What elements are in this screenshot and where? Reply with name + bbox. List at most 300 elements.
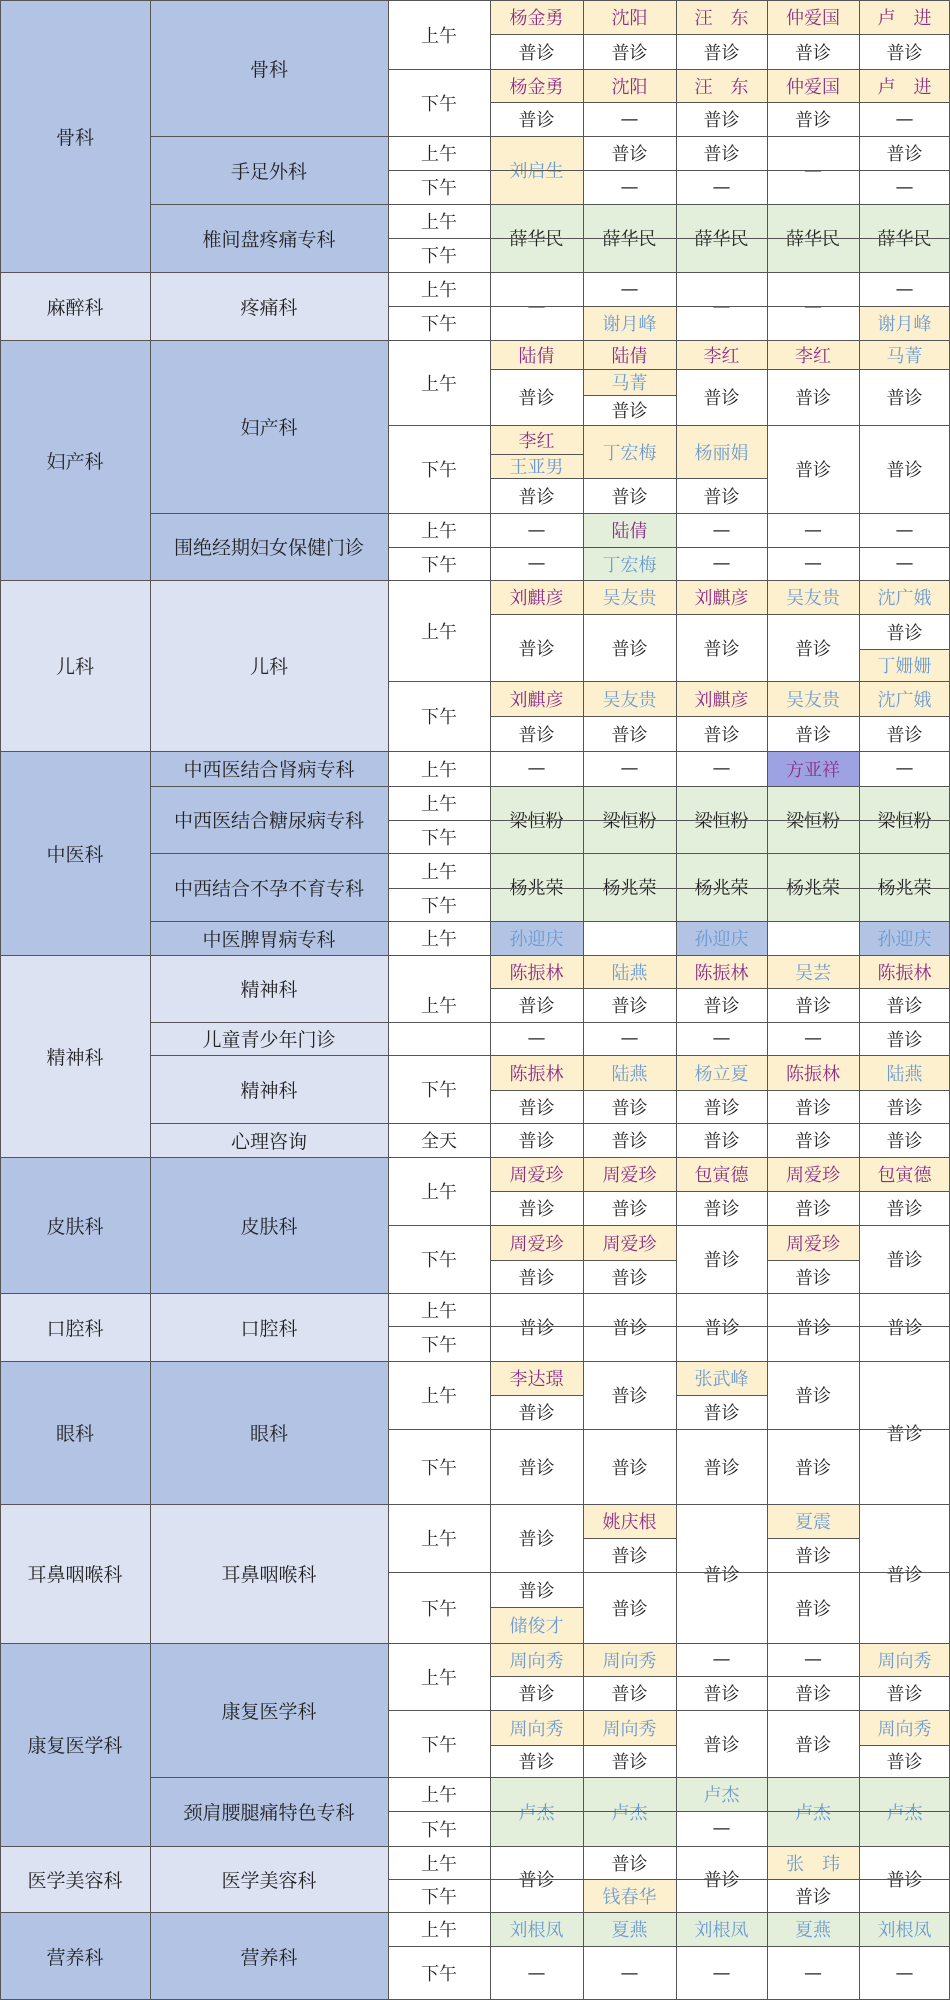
grid-line (767, 547, 859, 548)
schedule-cell: 沈阳 (583, 69, 676, 102)
grid-line (490, 1090, 583, 1091)
grid-line (767, 580, 768, 614)
grid-line (767, 102, 859, 103)
schedule-cell: 普诊 (676, 102, 767, 136)
schedule-cell: 普诊 (583, 1538, 676, 1572)
grid-line (676, 513, 767, 514)
schedule-cell: 普诊 (583, 1676, 676, 1710)
schedule-cell (767, 921, 859, 955)
grid-line (859, 1022, 950, 1023)
grid-line (767, 988, 768, 1022)
period-cell: 下午 (388, 1811, 490, 1846)
grid-line (767, 547, 768, 580)
schedule-cell: 卢杰 (767, 1777, 859, 1846)
grid-line (583, 340, 676, 341)
schedule-cell: — (767, 1022, 859, 1055)
period-cell: 上午 (388, 853, 490, 888)
grid-line (490, 1745, 583, 1746)
department-cell: 口腔科 (0, 1293, 150, 1361)
schedule-cell: 普诊 (767, 1361, 859, 1429)
schedule-cell: 普诊 (859, 1191, 950, 1225)
grid-line (859, 1676, 950, 1677)
grid-line (490, 1055, 583, 1056)
grid-line (583, 1429, 584, 1504)
subdepartment-cell: 围绝经期妇女保健门诊 (150, 513, 388, 580)
schedule-cell: 普诊 (767, 1293, 859, 1361)
grid-line (583, 1225, 676, 1226)
schedule-cell: 普诊 (859, 425, 950, 513)
subdepartment-cell: 皮肤科 (150, 1157, 388, 1293)
grid-line (859, 306, 860, 340)
period-cell: 上午 (388, 1846, 490, 1879)
grid-line (676, 102, 677, 136)
schedule-cell: — (859, 272, 950, 306)
subdepartment-cell: 心理咨询 (150, 1123, 388, 1157)
grid-line (859, 580, 950, 581)
schedule-cell: 陆燕 (583, 1055, 676, 1090)
schedule-cell: 刘根凤 (676, 1912, 767, 1946)
period-cell: 下午 (388, 820, 490, 853)
grid-line (859, 1157, 950, 1158)
grid-line (767, 1879, 859, 1880)
grid-line (676, 204, 677, 272)
schedule-cell: 吴芸 (767, 955, 859, 988)
grid-line (859, 786, 950, 787)
grid-line (859, 1946, 860, 2000)
grid-line (490, 751, 583, 752)
schedule-cell: 卢杰 (583, 1777, 676, 1846)
schedule-cell: — (676, 1811, 767, 1846)
schedule-cell: 夏燕 (767, 1912, 859, 1946)
schedule-cell: 李达璟 (490, 1361, 583, 1395)
schedule-cell: 梁恒粉 (676, 786, 767, 853)
grid-line (583, 1293, 676, 1294)
grid-line (767, 614, 859, 615)
grid-line (676, 1912, 677, 1946)
grid-line (767, 1777, 859, 1778)
period-cell: 下午 (388, 1326, 490, 1361)
schedule-cell: 普诊 (583, 1260, 676, 1293)
schedule-cell: — (676, 272, 767, 340)
schedule-cell: 普诊 (676, 1293, 767, 1361)
period-cell: 下午 (388, 1879, 490, 1912)
grid-line (388, 238, 950, 239)
schedule-cell: 普诊 (490, 34, 583, 69)
period-cell: 下午 (388, 888, 490, 921)
grid-line (583, 988, 676, 989)
schedule-cell: — (583, 170, 676, 204)
grid-line (676, 1090, 767, 1091)
grid-line (676, 547, 677, 580)
period-cell: 下午 (388, 681, 490, 751)
grid-line (859, 649, 950, 650)
grid-line (583, 272, 584, 306)
schedule-cell: 包寅德 (676, 1157, 767, 1191)
grid-line (583, 955, 676, 956)
grid-line (676, 1395, 767, 1396)
schedule-cell: 周爱珍 (767, 1225, 859, 1260)
schedule-cell: 普诊 (767, 1090, 859, 1123)
grid-line (676, 513, 677, 547)
schedule-cell: 陈振林 (676, 955, 767, 988)
schedule-cell: 丁姗姗 (859, 649, 950, 681)
grid-line (150, 0, 151, 2000)
grid-line (859, 1912, 950, 1913)
grid-line (676, 1946, 767, 1947)
grid-line (767, 988, 859, 989)
grid-line (583, 1123, 676, 1124)
grid-line (676, 988, 767, 989)
grid-line (676, 425, 767, 426)
schedule-cell: 普诊 (767, 1710, 859, 1777)
schedule-cell: 普诊 (767, 614, 859, 681)
schedule-cell: 普诊 (490, 1293, 583, 1361)
schedule-cell: 普诊 (676, 1676, 767, 1710)
grid-line (767, 1157, 768, 1191)
grid-line (490, 786, 583, 787)
schedule-cell: — (583, 272, 676, 306)
schedule-cell: — (490, 513, 583, 547)
grid-line (583, 1022, 676, 1023)
grid-line (676, 1293, 677, 1361)
schedule-cell: — (767, 513, 859, 547)
grid-line (859, 681, 860, 716)
schedule-cell: 杨兆荣 (767, 853, 859, 921)
period-cell: 上午 (388, 580, 490, 681)
schedule-cell: — (859, 751, 950, 786)
schedule-cell: 普诊 (859, 1022, 950, 1055)
schedule-cell: 卢杰 (859, 1777, 950, 1846)
schedule-cell: 卢杰 (676, 1777, 767, 1811)
grid-line (767, 1946, 768, 2000)
grid-line (767, 681, 859, 682)
schedule-cell: 吴友贵 (767, 580, 859, 614)
grid-line (859, 751, 950, 752)
schedule-cell: — (583, 102, 676, 136)
grid-line (583, 1572, 584, 1643)
grid-line (490, 1643, 583, 1644)
grid-line (767, 1123, 859, 1124)
schedule-cell: 普诊 (676, 1090, 767, 1123)
grid-line (583, 1676, 676, 1677)
grid-line (859, 136, 950, 137)
grid-line (767, 1225, 768, 1260)
grid-line (859, 0, 860, 34)
schedule-cell: — (767, 547, 859, 580)
schedule-cell: 薛华民 (490, 204, 583, 272)
schedule-cell: 陆燕 (583, 955, 676, 988)
schedule-cell: 普诊 (676, 1504, 767, 1643)
grid-line (767, 1022, 859, 1023)
schedule-cell: 普诊 (859, 1846, 950, 1912)
period-cell: 下午 (388, 170, 490, 204)
schedule-cell: — (767, 1643, 859, 1676)
grid-line (859, 1191, 950, 1192)
grid-line (490, 1946, 583, 1947)
schedule-cell: 马菁 (583, 369, 676, 395)
grid-line (676, 1710, 767, 1711)
schedule-cell: — (767, 136, 859, 204)
period-cell: 上午 (388, 1293, 490, 1326)
grid-line (676, 1361, 677, 1395)
grid-line (676, 369, 767, 370)
grid-line (676, 1846, 677, 1912)
grid-line (767, 1260, 859, 1261)
grid-line (676, 170, 767, 171)
schedule-cell: 普诊 (859, 1123, 950, 1157)
grid-line (676, 1123, 767, 1124)
grid-line (767, 1846, 768, 1879)
grid-line (676, 1811, 767, 1812)
schedule-cell: 谢月峰 (583, 306, 676, 340)
grid-line (490, 34, 583, 35)
grid-line (583, 0, 676, 1)
schedule-cell: 吴友贵 (583, 681, 676, 716)
grid-line (583, 1504, 676, 1505)
schedule-cell: 孙迎庆 (490, 921, 583, 955)
grid-line (767, 1293, 859, 1294)
grid-line (388, 0, 389, 2000)
grid-line (767, 340, 859, 341)
period-cell: 上午 (388, 921, 490, 955)
grid-line (583, 425, 676, 426)
schedule-cell: 陆燕 (859, 1055, 950, 1090)
grid-line (583, 1745, 584, 1777)
grid-line (583, 170, 584, 204)
grid-line (583, 425, 584, 478)
grid-line (859, 988, 950, 989)
period-cell: 下午 (388, 1946, 490, 2000)
grid-line (583, 716, 676, 717)
schedule-cell: 普诊 (676, 136, 767, 170)
grid-line (767, 1225, 859, 1226)
grid-line (767, 513, 859, 514)
grid-line (859, 102, 950, 103)
grid-line (767, 1777, 768, 1846)
grid-line (583, 395, 584, 425)
department-cell: 骨科 (0, 0, 150, 272)
schedule-cell: 卢 进 (859, 69, 950, 102)
grid-line (490, 1846, 583, 1847)
grid-line (859, 921, 950, 922)
schedule-cell: 周向秀 (859, 1710, 950, 1745)
grid-line (583, 751, 676, 752)
schedule-cell: 普诊 (490, 369, 583, 425)
grid-line (859, 988, 860, 1022)
schedule-cell: 仲爱国 (767, 69, 859, 102)
period-cell: 下午 (388, 238, 490, 272)
grid-line (767, 1643, 768, 1676)
grid-line (676, 1090, 677, 1123)
grid-line (767, 1879, 768, 1912)
grid-line (767, 136, 859, 137)
grid-line (676, 1777, 767, 1778)
grid-line (583, 102, 584, 136)
grid-line (767, 1055, 859, 1056)
schedule-cell: — (859, 1946, 950, 2000)
schedule-cell: 普诊 (583, 1745, 676, 1777)
period-cell: 上午 (388, 1643, 490, 1710)
grid-line (859, 1946, 950, 1947)
grid-line (767, 1090, 768, 1123)
grid-line (490, 614, 583, 615)
schedule-cell: 普诊 (490, 614, 583, 681)
grid-line (676, 1676, 767, 1677)
grid-line (490, 1293, 583, 1294)
grid-line (859, 1710, 860, 1745)
schedule-cell: — (676, 751, 767, 786)
grid-line (767, 1846, 859, 1847)
grid-line (0, 0, 1, 2000)
grid-line (676, 34, 767, 35)
grid-line (676, 34, 677, 69)
period-cell: 下午 (388, 1055, 490, 1123)
grid-line (583, 34, 676, 35)
schedule-cell: — (583, 1946, 676, 2000)
grid-line (859, 170, 860, 204)
schedule-cell: 普诊 (676, 614, 767, 681)
grid-line (767, 1538, 859, 1539)
schedule-cell: 普诊 (583, 136, 676, 170)
schedule-cell: 普诊 (490, 716, 583, 751)
grid-line (583, 580, 676, 581)
grid-line (676, 1225, 767, 1226)
grid-line (859, 1055, 860, 1090)
grid-line (676, 1191, 677, 1225)
period-cell: 全天 (388, 1123, 490, 1157)
grid-line (676, 1055, 767, 1056)
grid-line (583, 1157, 584, 1191)
grid-line (767, 1090, 859, 1091)
grid-line (583, 1538, 584, 1572)
grid-line (767, 955, 859, 956)
grid-line (767, 1946, 859, 1947)
grid-line (859, 1777, 950, 1778)
grid-line (583, 614, 584, 681)
schedule-cell: 普诊 (676, 478, 767, 513)
schedule-cell: — (490, 272, 583, 340)
schedule-cell: 普诊 (859, 1090, 950, 1123)
grid-line (859, 1293, 860, 1361)
grid-line (767, 272, 768, 340)
grid-line (676, 1022, 677, 1055)
grid-line (676, 1643, 767, 1644)
schedule-cell: 普诊 (859, 1745, 950, 1777)
grid-line (767, 1429, 859, 1430)
grid-line (583, 1879, 676, 1880)
grid-line (676, 1846, 767, 1847)
schedule-cell: 普诊 (676, 34, 767, 69)
period-cell: 上午 (388, 955, 490, 1055)
grid-line (583, 1361, 584, 1429)
grid-line (767, 69, 768, 102)
schedule-cell: 普诊 (859, 1361, 950, 1504)
schedule-cell: 李红 (676, 340, 767, 369)
schedule-cell: 储俊才 (490, 1607, 583, 1643)
grid-line (583, 340, 584, 369)
period-cell: 下午 (388, 1572, 490, 1643)
grid-line (490, 988, 583, 989)
grid-line (583, 369, 584, 395)
grid-line (583, 1191, 676, 1192)
subdepartment-cell: 精神科 (150, 955, 388, 1022)
schedule-cell: 梁恒粉 (767, 786, 859, 853)
grid-line (490, 272, 583, 273)
grid-line (859, 853, 860, 921)
grid-line (490, 1157, 583, 1158)
schedule-cell: — (583, 1022, 676, 1055)
grid-line (490, 921, 583, 922)
grid-line (859, 306, 950, 307)
grid-line (859, 751, 860, 786)
schedule-cell: 刘麒彦 (676, 681, 767, 716)
schedule-cell: 普诊 (859, 136, 950, 170)
schedule-cell: — (676, 1022, 767, 1055)
grid-line (583, 513, 676, 514)
schedule-cell: — (859, 170, 950, 204)
grid-line (859, 1745, 950, 1746)
schedule-cell: — (859, 102, 950, 136)
grid-line (388, 820, 950, 821)
period-cell: 上午 (388, 1912, 490, 1946)
department-cell: 儿科 (0, 580, 150, 751)
schedule-cell: 杨兆荣 (583, 853, 676, 921)
schedule-cell: 普诊 (490, 1090, 583, 1123)
grid-line (676, 0, 677, 34)
schedule-cell: 丁宏梅 (583, 425, 676, 478)
grid-line (676, 272, 677, 340)
grid-line (676, 478, 767, 479)
schedule-cell: — (490, 547, 583, 580)
grid-line (676, 716, 677, 751)
schedule-cell: 马菁 (859, 340, 950, 369)
grid-line (583, 988, 584, 1022)
grid-line (676, 1191, 767, 1192)
subdepartment-cell: 精神科 (150, 1055, 388, 1123)
grid-line (490, 1777, 583, 1778)
grid-line (583, 136, 584, 170)
grid-line (676, 614, 677, 681)
schedule-cell: 普诊 (490, 1504, 583, 1572)
schedule-cell: 普诊 (767, 1676, 859, 1710)
schedule-cell (583, 921, 676, 955)
grid-line (859, 1123, 860, 1157)
grid-line (859, 716, 860, 751)
grid-line (859, 1055, 950, 1056)
grid-line (583, 1191, 584, 1225)
schedule-cell: 普诊 (676, 716, 767, 751)
grid-line (490, 1607, 583, 1608)
schedule-cell: 梁恒粉 (859, 786, 950, 853)
grid-line (676, 681, 677, 716)
subdepartment-cell: 颈肩腰腿痛特色专科 (150, 1777, 388, 1846)
grid-line (767, 1260, 768, 1293)
grid-line (676, 369, 677, 425)
schedule-cell: 普诊 (583, 1191, 676, 1225)
schedule-cell: — (676, 170, 767, 204)
grid-line (676, 1225, 677, 1293)
schedule-cell: 普诊 (767, 1879, 859, 1912)
grid-line (767, 1123, 768, 1157)
grid-line (767, 1912, 859, 1913)
grid-line (859, 1777, 860, 1846)
grid-line (676, 69, 767, 70)
schedule-cell: 普诊 (676, 988, 767, 1022)
schedule-cell: — (676, 513, 767, 547)
schedule-cell: 普诊 (583, 34, 676, 69)
grid-line (583, 69, 676, 70)
grid-line (490, 1504, 583, 1505)
